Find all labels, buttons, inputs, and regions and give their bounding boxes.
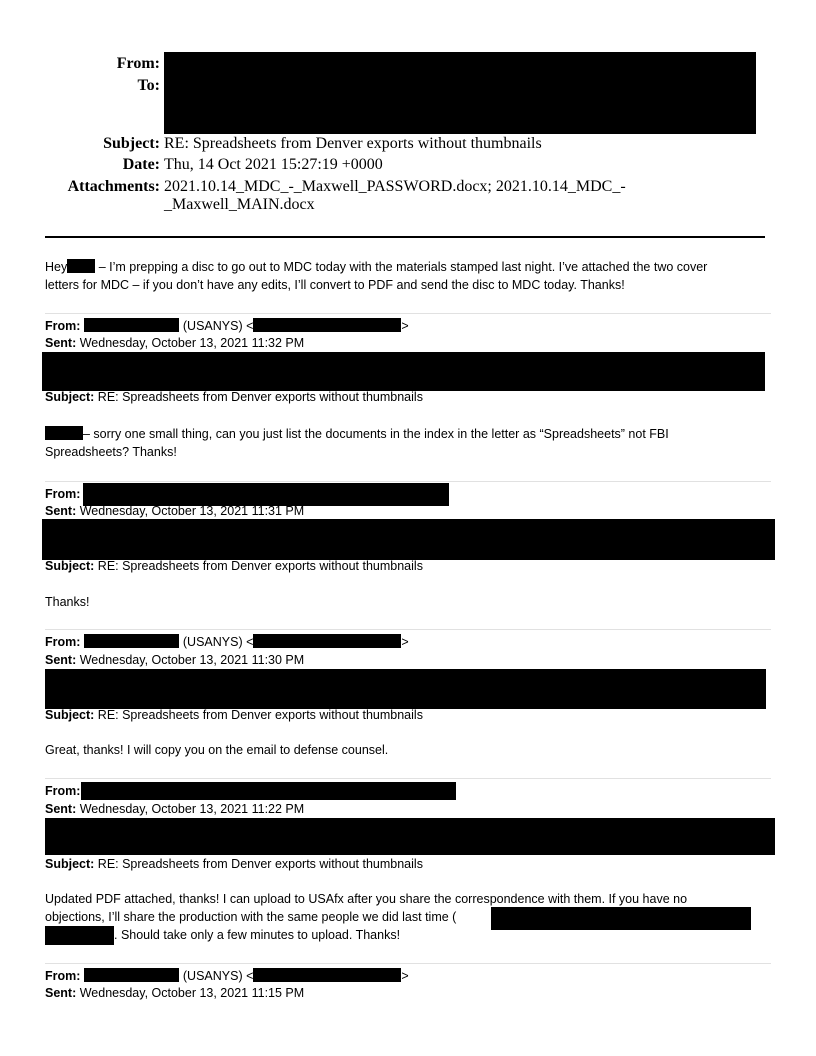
sent-label: Sent: <box>45 504 77 518</box>
sent-label: Sent: <box>45 802 77 816</box>
attachments-label: Attachments: <box>67 178 160 195</box>
redaction-sender <box>84 318 179 332</box>
body-line-1 <box>45 258 775 276</box>
body-line-2: letters for MDC – if you don’t have any edits, I’ll convert to PDF and send the disc to MDC today. Thanks! <box>45 278 625 292</box>
message-5-sent <box>45 984 775 1002</box>
attachments-line-1: 2021.10.14_MDC_-_Maxwell_PASSWORD.docx; 2021.10.14_MDC_- <box>164 178 626 195</box>
sent-value: Wednesday, October 13, 2021 11:31 PM <box>76 504 305 518</box>
subject-value: RE: Spreadsheets from Denver exports without thumbnails <box>164 135 542 152</box>
message-divider <box>45 963 771 964</box>
sent-value: Wednesday, October 13, 2021 11:32 PM <box>76 336 305 350</box>
subject-label: Subject: <box>45 390 95 404</box>
message-divider <box>45 313 771 314</box>
subject-value: RE: Spreadsheets from Denver exports without thumbnails <box>94 708 423 722</box>
redaction-recipients <box>42 519 775 560</box>
message-1-from <box>45 317 775 335</box>
redaction-email <box>253 318 401 332</box>
message-4-text-1: Updated PDF attached, thanks! I can upload to USAfx after you share the correspondence with them. If you have no <box>45 892 688 906</box>
subject-value: RE: Spreadsheets from Denver exports without thumbnails <box>94 390 423 404</box>
email-close: > <box>401 319 409 333</box>
redaction-from-to <box>164 52 756 134</box>
redaction-name <box>67 259 95 273</box>
sent-value: Wednesday, October 13, 2021 11:30 PM <box>76 653 305 667</box>
sent-label: Sent: <box>45 653 77 667</box>
body-greeting: Hey <box>45 260 68 274</box>
subject-label: Subject: <box>103 135 160 152</box>
message-text: – sorry one small thing, can you just list the documents in the index in the letter as “Spreadsheets” not FBI <box>83 427 669 441</box>
message-1-text-1 <box>45 425 775 443</box>
from-label: From: <box>45 319 81 333</box>
sender-org: (USANYS) < <box>179 319 254 333</box>
message-1-text-2: Spreadsheets? Thanks! <box>45 445 177 459</box>
from-label: From: <box>116 55 160 72</box>
from-label: From: <box>45 784 81 798</box>
date-value: Thu, 14 Oct 2021 15:27:19 +0000 <box>164 156 383 173</box>
attachments-line-2: _Maxwell_MAIN.docx <box>164 196 315 213</box>
email-close: > <box>401 969 409 983</box>
subject-value: RE: Spreadsheets from Denver exports without thumbnails <box>94 857 423 871</box>
redaction-name <box>45 426 83 440</box>
message-4-sent <box>45 800 775 818</box>
redaction-recipients <box>42 352 765 391</box>
date-label: Date: <box>122 156 160 173</box>
subject-label: Subject: <box>45 857 95 871</box>
message-3-from <box>45 633 775 651</box>
sent-value: Wednesday, October 13, 2021 11:15 PM <box>76 986 305 1000</box>
from-label: From: <box>45 635 81 649</box>
from-label: From: <box>45 487 81 501</box>
message-5-from <box>45 967 775 985</box>
redaction-email <box>253 968 401 982</box>
email-close: > <box>401 635 409 649</box>
body-text: – I’m prepping a disc to go out to MDC today with the materials stamped last night. I’ve attached the two cover <box>95 260 708 274</box>
message-2-text: Thanks! <box>45 595 90 609</box>
message-3-sent <box>45 651 775 669</box>
sender-org: (USANYS) < <box>179 969 254 983</box>
subject-label: Subject: <box>45 559 95 573</box>
subject-value: RE: Spreadsheets from Denver exports without thumbnails <box>94 559 423 573</box>
sent-label: Sent: <box>45 336 77 350</box>
sender-org: (USANYS) < <box>179 635 254 649</box>
header-divider <box>45 236 765 238</box>
redaction-email <box>253 634 401 648</box>
message-2-subject <box>45 557 775 575</box>
message-3-subject <box>45 706 775 724</box>
message-4-subject <box>45 855 775 873</box>
sent-label: Sent: <box>45 986 77 1000</box>
sent-value: Wednesday, October 13, 2021 11:22 PM <box>76 802 305 816</box>
to-label: To: <box>137 77 160 94</box>
message-3-text: Great, thanks! I will copy you on the email to defense counsel. <box>45 743 389 757</box>
subject-label: Subject: <box>45 708 95 722</box>
message-1-subject <box>45 388 775 406</box>
from-label: From: <box>45 969 81 983</box>
redaction-recipients <box>45 669 766 709</box>
redaction-sender <box>84 634 179 648</box>
message-divider <box>45 778 771 779</box>
redaction-names <box>45 926 114 945</box>
message-2-sent <box>45 502 775 520</box>
message-1-sent <box>45 334 775 352</box>
redaction-sender <box>84 968 179 982</box>
message-4-text-3: . Should take only a few minutes to upload. Thanks! <box>114 928 401 942</box>
redaction-recipients <box>45 818 775 855</box>
message-divider <box>45 629 771 630</box>
message-4-text-2: objections, I’ll share the production with the same people we did last time ( <box>45 910 457 924</box>
redaction-sender <box>81 782 456 800</box>
message-divider <box>45 481 771 482</box>
